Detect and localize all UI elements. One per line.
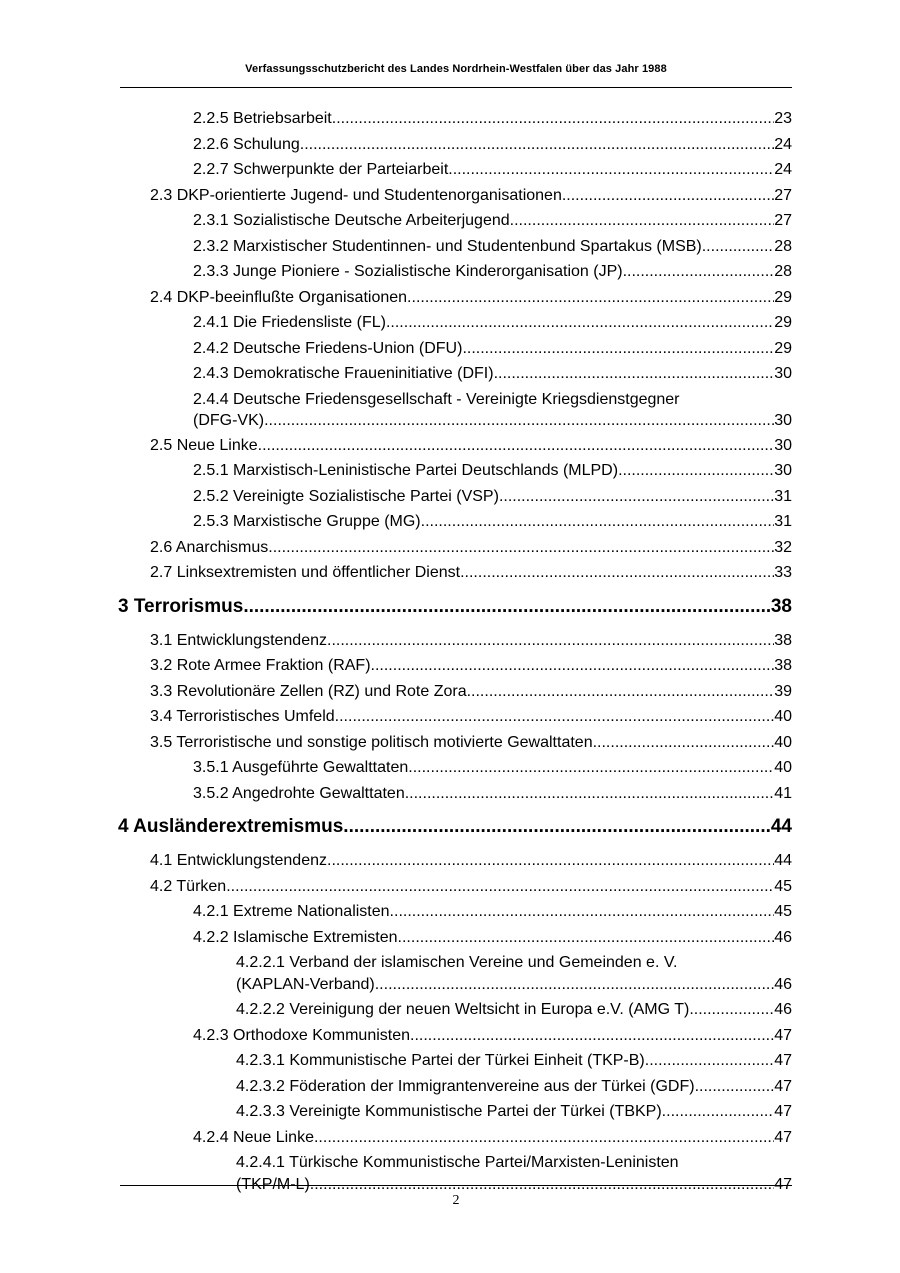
toc-entry-title-continuation: (KAPLAN-Verband) bbox=[236, 975, 375, 993]
toc-entry-title-continuation: (DFG-VK) bbox=[193, 411, 265, 429]
toc-page-number: 47 bbox=[774, 1077, 792, 1095]
toc-entry[interactable] bbox=[193, 925, 792, 951]
toc-page-number: 46 bbox=[774, 1001, 792, 1018]
toc-entry[interactable] bbox=[193, 361, 792, 387]
toc-leader-dots bbox=[314, 1125, 774, 1151]
toc-entry[interactable] bbox=[193, 310, 792, 336]
toc-page-number: 41 bbox=[774, 784, 792, 802]
toc-leader-dots bbox=[421, 509, 775, 535]
toc-entry-title: 4.2.4.1 Türkische Kommunistische Partei/Marxisten-Leninisten bbox=[236, 1154, 679, 1171]
toc-leader-dots bbox=[662, 1101, 775, 1123]
toc-entry[interactable] bbox=[236, 1048, 792, 1074]
toc-page-number: 27 bbox=[774, 212, 792, 229]
toc-entry-title: 4.2.3 Orthodoxe Kommunisten bbox=[193, 1026, 411, 1044]
page-number: 2 bbox=[452, 1193, 460, 1208]
toc-entry-title: 2.5.1 Marxistisch-Leninistische Partei Deutschlands (MLPD) bbox=[193, 462, 619, 479]
toc-entry[interactable] bbox=[193, 1125, 792, 1151]
toc-entry[interactable] bbox=[118, 806, 792, 848]
toc-page-number: 30 bbox=[774, 365, 792, 382]
toc-page-number: 45 bbox=[774, 877, 792, 895]
toc-page-number: 39 bbox=[774, 682, 792, 700]
toc-entry-title: 3.5 Terroristische und sonstige politisch motivierte Gewalttaten bbox=[150, 733, 593, 751]
toc-entry-title: 2.5.3 Marxistische Gruppe (MG) bbox=[193, 513, 421, 530]
toc-leader-dots bbox=[618, 458, 774, 484]
toc-page-number: 47 bbox=[774, 1052, 792, 1069]
toc-leader-dots bbox=[327, 628, 774, 654]
toc-page-number: 29 bbox=[774, 314, 792, 331]
toc-entry-title: 4.2.3.3 Vereinigte Kommunistische Partei der Türkei (TBKP) bbox=[236, 1103, 662, 1120]
toc-leader-dots bbox=[689, 999, 774, 1021]
toc-leader-dots bbox=[460, 560, 774, 586]
toc-page-number: 29 bbox=[774, 288, 792, 306]
toc-entry[interactable] bbox=[150, 285, 792, 311]
toc-entry-title: 4.1 Entwicklungstendenz bbox=[150, 852, 327, 869]
toc-entry[interactable] bbox=[193, 106, 792, 132]
toc-leader-dots bbox=[510, 208, 775, 234]
toc-entry[interactable] bbox=[150, 433, 792, 459]
toc-entry[interactable] bbox=[193, 132, 792, 158]
toc-leader-dots bbox=[327, 848, 774, 874]
toc-entry[interactable] bbox=[150, 628, 792, 654]
toc-entry-title: 2.4.4 Deutsche Friedensgesellschaft - Vereinigte Kriegsdienstgegner bbox=[193, 390, 680, 408]
toc-leader-dots bbox=[226, 874, 774, 900]
toc-entry[interactable] bbox=[150, 730, 792, 756]
toc-entry-title: 4.2.4 Neue Linke bbox=[193, 1128, 314, 1146]
toc-entry-title: 4 Ausländerextremismus bbox=[118, 816, 344, 837]
toc-entry-title: 2.4.2 Deutsche Friedens-Union (DFU) bbox=[193, 339, 463, 357]
toc-page-number: 46 bbox=[774, 928, 792, 946]
toc-entry[interactable] bbox=[236, 950, 792, 997]
toc-entry[interactable] bbox=[193, 1023, 792, 1049]
toc-leader-dots bbox=[371, 653, 775, 679]
toc-entry-title: 4.2.2.2 Vereinigung der neuen Weltsicht in Europa e.V. (AMG T) bbox=[236, 1001, 690, 1018]
toc-entry-title: 2.3 DKP-orientierte Jugend- und Studentenorganisationen bbox=[150, 186, 562, 204]
toc-entry-title: 3.2 Rote Armee Fraktion (RAF) bbox=[150, 657, 371, 674]
toc-page-number: 33 bbox=[774, 564, 792, 581]
toc-entry-title-continuation: (TKP/M-L) bbox=[236, 1175, 310, 1193]
toc-entry-title: 2.5.2 Vereinigte Sozialistische Partei (VSP) bbox=[193, 487, 499, 505]
toc-entry[interactable] bbox=[150, 560, 792, 586]
toc-entry[interactable] bbox=[150, 679, 792, 705]
toc-leader-dots bbox=[258, 433, 775, 459]
toc-entry-title: 3.3 Revolutionäre Zellen (RZ) und Rote Zora bbox=[150, 682, 467, 700]
toc-entry[interactable] bbox=[193, 387, 792, 433]
toc-page-number: 31 bbox=[774, 487, 792, 505]
toc-page-number: 40 bbox=[774, 733, 792, 751]
toc-page-number: 38 bbox=[774, 657, 792, 674]
toc-entry[interactable] bbox=[150, 653, 792, 679]
toc-entry-title: 3 Terrorismus bbox=[118, 595, 244, 617]
toc-leader-dots bbox=[375, 974, 774, 996]
toc-leader-dots bbox=[332, 106, 774, 132]
toc-entry-title: 4.2.3.1 Kommunistische Partei der Türkei Einheit (TKP-B) bbox=[236, 1052, 645, 1069]
toc-entry[interactable] bbox=[193, 899, 792, 925]
toc-page-number: 27 bbox=[774, 186, 792, 204]
toc-entry[interactable] bbox=[236, 1074, 792, 1100]
toc-page-number: 47 bbox=[774, 1026, 792, 1044]
toc-page-number: 47 bbox=[774, 1103, 792, 1120]
toc-leader-dots bbox=[448, 157, 774, 183]
toc-entry-title: 4.2.2 Islamische Extremisten bbox=[193, 928, 398, 946]
toc-entry-title: 2.6 Anarchismus bbox=[150, 538, 269, 556]
toc-leader-dots bbox=[335, 704, 775, 730]
toc-page-number: 31 bbox=[774, 513, 792, 530]
toc-page-number: 47 bbox=[774, 1175, 792, 1193]
toc-entry[interactable] bbox=[193, 157, 792, 183]
toc-entry[interactable] bbox=[150, 704, 792, 730]
toc-page-number: 24 bbox=[774, 135, 792, 153]
toc-page-number: 38 bbox=[770, 595, 792, 617]
toc-entry[interactable] bbox=[150, 874, 792, 900]
toc-leader-dots bbox=[499, 484, 774, 510]
toc-entry[interactable] bbox=[118, 586, 792, 628]
toc-entry-title: 2.2.6 Schulung bbox=[193, 135, 300, 153]
toc-entry-title: 2.7 Linksextremisten und öffentlicher Dienst bbox=[150, 564, 461, 581]
toc-leader-dots bbox=[243, 592, 771, 622]
toc-page-number: 30 bbox=[774, 411, 792, 429]
toc-page-number: 47 bbox=[774, 1128, 792, 1146]
toc-leader-dots bbox=[398, 925, 775, 951]
toc-entry-title: 2.3.2 Marxistischer Studentinnen- und Studentenbund Spartakus (MSB) bbox=[193, 237, 702, 255]
toc-entry[interactable] bbox=[193, 208, 792, 234]
running-header: Verfassungsschutzbericht des Landes Nordrhein-Westfalen über das Jahr 1988 bbox=[245, 63, 667, 75]
toc-entry[interactable] bbox=[150, 535, 792, 561]
toc-entry[interactable] bbox=[193, 234, 792, 260]
toc-entry[interactable] bbox=[193, 509, 792, 535]
toc-entry-title: 3.5.1 Ausgeführte Gewalttaten bbox=[193, 759, 409, 776]
toc-entry-title: 3.1 Entwicklungstendenz bbox=[150, 631, 327, 649]
toc-entry-title: 2.4.3 Demokratische Fraueninitiative (DFI) bbox=[193, 365, 494, 382]
toc-page-number: 44 bbox=[774, 852, 792, 869]
toc-leader-dots bbox=[268, 535, 774, 561]
toc-leader-dots bbox=[695, 1076, 775, 1098]
toc-entry[interactable] bbox=[193, 755, 792, 781]
toc-page-number: 38 bbox=[774, 631, 792, 649]
toc-page-number: 30 bbox=[774, 462, 792, 479]
toc-entry-title: 2.3.1 Sozialistische Deutsche Arbeiterjugend bbox=[193, 212, 510, 229]
toc-page-number: 40 bbox=[774, 759, 792, 776]
toc-leader-dots bbox=[386, 310, 774, 336]
toc-entry[interactable] bbox=[236, 997, 792, 1023]
toc-entry-title: 4.2.1 Extreme Nationalisten bbox=[193, 903, 390, 920]
toc-leader-dots bbox=[390, 899, 775, 925]
toc-entry-title: 3.4 Terroristisches Umfeld bbox=[150, 708, 335, 725]
toc-leader-dots bbox=[462, 336, 774, 362]
toc-entry[interactable] bbox=[150, 183, 792, 209]
toc-entry[interactable] bbox=[193, 259, 792, 285]
toc-page-number: 46 bbox=[774, 975, 792, 993]
toc-leader-dots bbox=[562, 183, 774, 209]
toc-leader-dots bbox=[300, 132, 774, 158]
toc-leader-dots bbox=[593, 730, 775, 756]
toc-entry[interactable] bbox=[193, 484, 792, 510]
toc-entry-title: 4.2.3.2 Föderation der Immigrantenvereine aus der Türkei (GDF) bbox=[236, 1077, 695, 1095]
toc-entry-title: 2.4 DKP-beeinflußte Organisationen bbox=[150, 288, 408, 306]
toc-leader-dots bbox=[407, 285, 774, 311]
toc-page-number: 30 bbox=[774, 436, 792, 454]
toc-page-number: 28 bbox=[774, 263, 792, 280]
toc-entry-title: 3.5.2 Angedrohte Gewalttaten bbox=[193, 784, 405, 802]
toc-leader-dots bbox=[410, 1023, 774, 1049]
toc-entry-title: 2.4.1 Die Friedensliste (FL) bbox=[193, 314, 386, 331]
toc-page-number: 24 bbox=[774, 161, 792, 178]
toc-page-number: 44 bbox=[770, 816, 792, 837]
toc-entry[interactable] bbox=[150, 848, 792, 874]
toc-entry-title: 4.2.2.1 Verband der islamischen Vereine und Gemeinden e. V. bbox=[236, 954, 678, 971]
toc-entry-title: 4.2 Türken bbox=[150, 877, 227, 895]
toc-page-number: 45 bbox=[774, 903, 792, 920]
toc-entry-title: 2.2.7 Schwerpunkte der Parteiarbeit bbox=[193, 161, 449, 178]
toc-leader-dots bbox=[702, 234, 774, 260]
toc-leader-dots bbox=[623, 259, 775, 285]
toc-page-number: 28 bbox=[774, 237, 792, 255]
toc-entry[interactable] bbox=[236, 1150, 792, 1197]
toc-entry[interactable] bbox=[236, 1099, 792, 1125]
toc-entry[interactable] bbox=[193, 458, 792, 484]
toc-leader-dots bbox=[645, 1050, 774, 1072]
toc-leader-dots bbox=[408, 755, 774, 781]
footer-rule bbox=[120, 1185, 792, 1186]
toc-leader-dots bbox=[343, 812, 771, 842]
table-of-contents bbox=[0, 106, 900, 1197]
toc-entry-title: 2.2.5 Betriebsarbeit bbox=[193, 110, 332, 127]
header-rule bbox=[120, 87, 792, 88]
toc-entry[interactable] bbox=[193, 336, 792, 362]
toc-entry-title: 2.3.3 Junge Pioniere - Sozialistische Kinderorganisation (JP) bbox=[193, 263, 623, 280]
toc-leader-dots bbox=[494, 361, 775, 387]
toc-page-number: 29 bbox=[774, 339, 792, 357]
toc-entry[interactable] bbox=[193, 781, 792, 807]
toc-leader-dots bbox=[264, 410, 774, 431]
toc-leader-dots bbox=[405, 781, 774, 807]
toc-entry-title: 2.5 Neue Linke bbox=[150, 436, 258, 454]
toc-page-number: 40 bbox=[774, 708, 792, 725]
toc-page-number: 32 bbox=[774, 538, 792, 556]
toc-leader-dots bbox=[467, 679, 775, 705]
toc-page-number: 23 bbox=[774, 110, 792, 127]
